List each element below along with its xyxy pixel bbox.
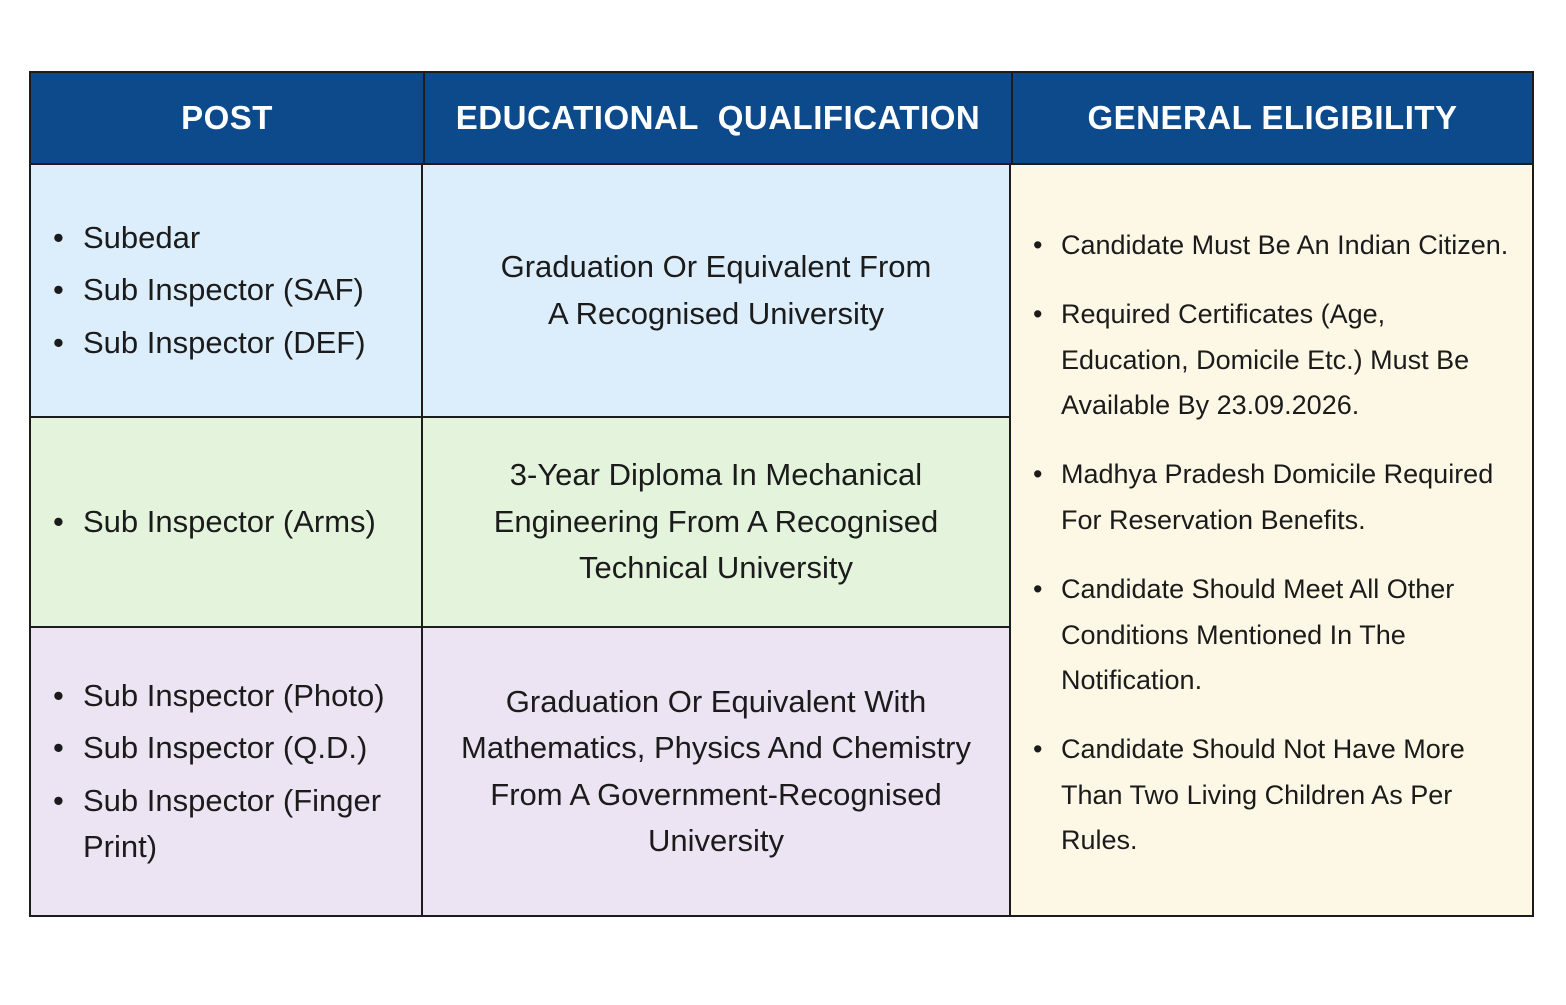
post-item: • Sub Inspector (SAF) — [53, 267, 421, 314]
qualification-cell-row-3 — [423, 628, 1011, 915]
post-item: • Sub Inspector (Finger Print) — [53, 778, 421, 871]
post-cell-row-2 — [31, 418, 423, 628]
post-list — [53, 667, 421, 877]
post-item: • Sub Inspector (Photo) — [53, 673, 421, 720]
header-educational-qualification: EDUCATIONAL QUALIFICATION — [423, 73, 1011, 165]
eligibility-list — [1033, 223, 1512, 863]
general-eligibility-cell — [1011, 165, 1532, 915]
qualification-text: 3-Year Diploma In Mechanical Engineering From A Recognised Technical University — [493, 457, 939, 586]
eligibility-item: • Madhya Pradesh Domicile Required For Reservation Benefits. — [1033, 452, 1512, 543]
qualification-cell-row-1 — [423, 165, 1011, 418]
eligibility-item: • Candidate Must Be An Indian Citizen. — [1033, 223, 1512, 268]
qualification-text: Graduation Or Equivalent With Mathematics, Physics And Chemistry From A Government-Recognised University — [461, 683, 971, 858]
post-list — [53, 493, 421, 552]
eligibility-table — [29, 71, 1534, 917]
post-list — [53, 209, 421, 373]
eligibility-item: • Candidate Should Meet All Other Conditions Mentioned In The Notification. — [1033, 567, 1512, 703]
qualification-text: Graduation Or Equivalent From A Recognised University — [500, 249, 932, 331]
header-general-eligibility: GENERAL ELIGIBILITY — [1011, 73, 1532, 165]
post-item: • Sub Inspector (Q.D.) — [53, 725, 421, 772]
eligibility-item: • Candidate Should Not Have More Than Two Living Children As Per Rules. — [1033, 727, 1512, 863]
qualification-cell-row-2 — [423, 418, 1011, 628]
post-item: • Sub Inspector (Arms) — [53, 499, 421, 546]
post-cell-row-1 — [31, 165, 423, 418]
eligibility-item: • Required Certificates (Age, Education, Domicile Etc.) Must Be Available By 23.09.2026. — [1033, 292, 1512, 428]
post-item: • Sub Inspector (DEF) — [53, 320, 421, 367]
post-cell-row-3 — [31, 628, 423, 915]
post-item: • Subedar — [53, 215, 421, 262]
header-post: POST — [31, 73, 423, 165]
